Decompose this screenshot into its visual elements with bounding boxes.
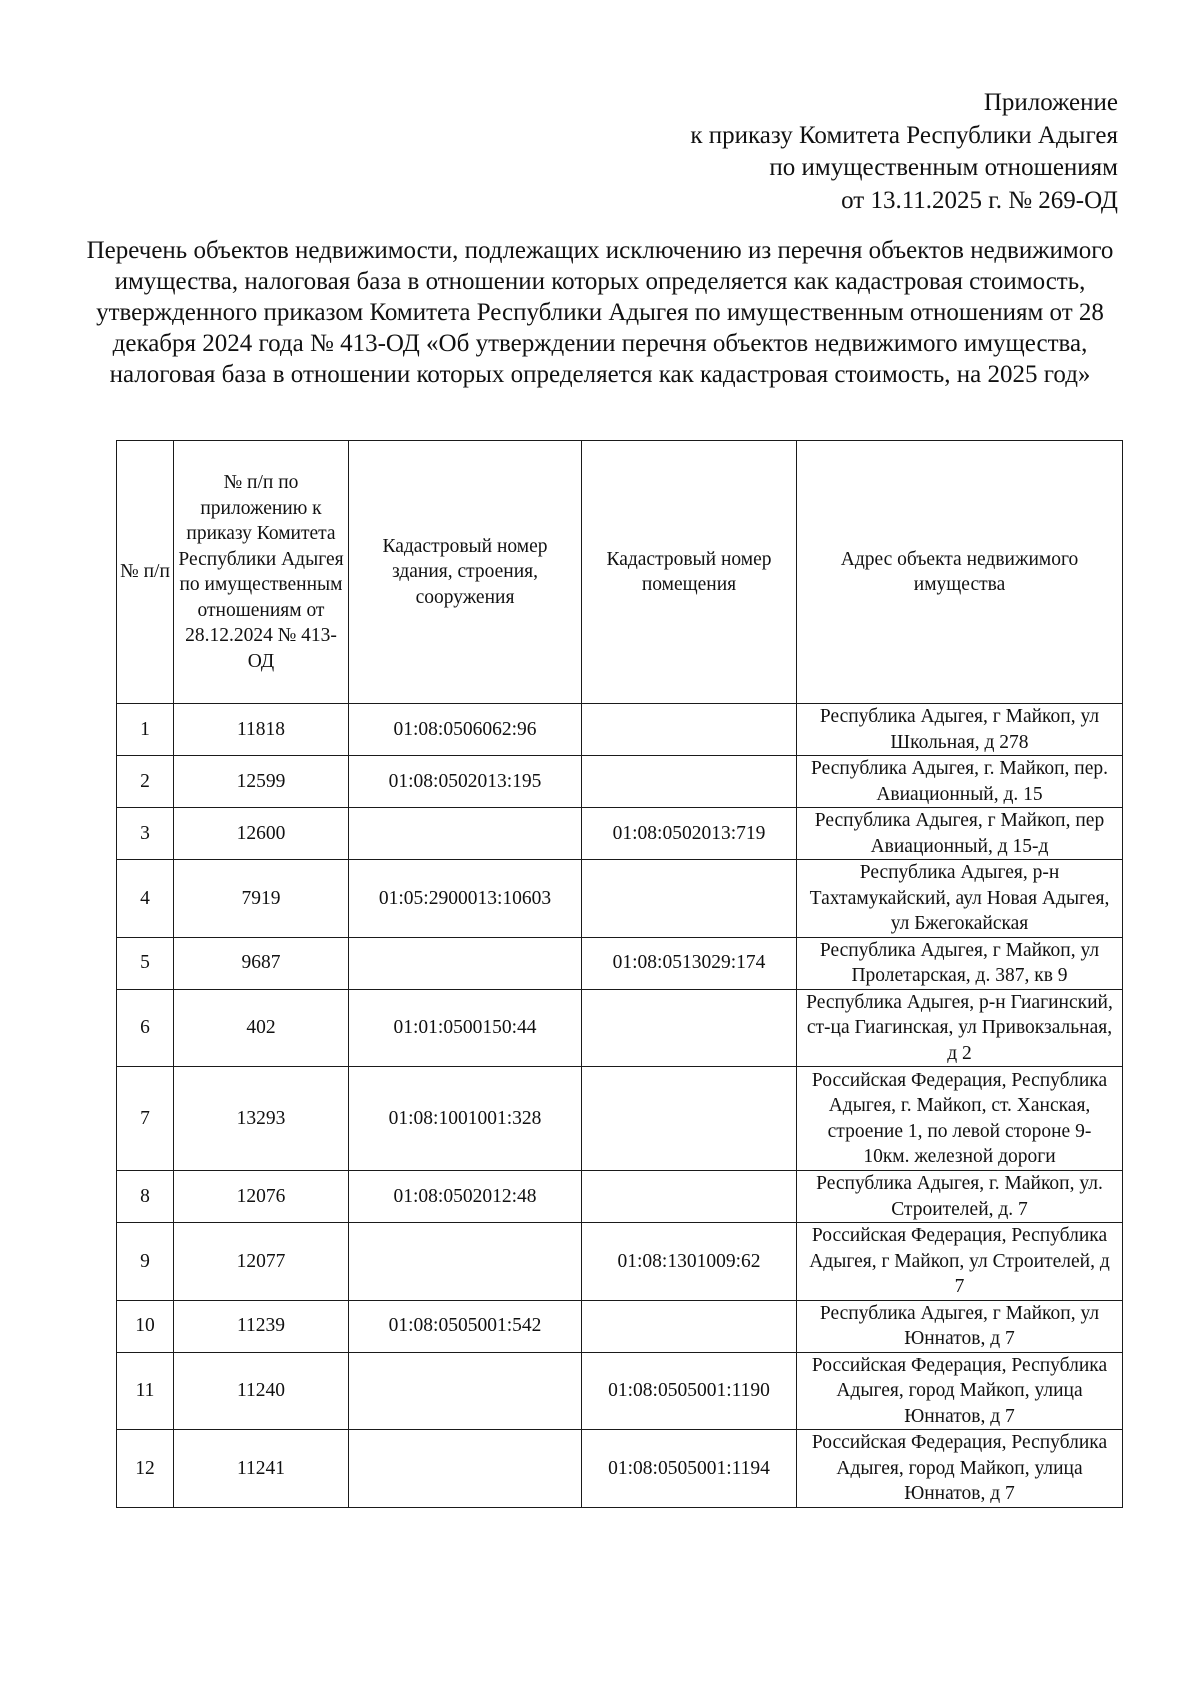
table-row xyxy=(117,989,1123,1067)
table-row xyxy=(117,704,1123,756)
cell-building: 01:01:0500150:44 xyxy=(349,989,582,1067)
cell-premises xyxy=(582,1171,797,1223)
cell-ref: 9687 xyxy=(174,937,349,989)
cell-building: 01:08:0502013:195 xyxy=(349,756,582,808)
cell-premises: 01:08:0505001:1190 xyxy=(582,1352,797,1430)
table-header-row xyxy=(117,441,1123,704)
cell-address: Российская Федерация, Республика Адыгея, город Майкоп, улица Юннатов, д 7 xyxy=(797,1430,1123,1508)
cell-num: 7 xyxy=(117,1067,174,1171)
appendix-order-date: от 13.11.2025 г. № 269-ОД xyxy=(841,186,1118,214)
cell-premises xyxy=(582,756,797,808)
cell-num: 10 xyxy=(117,1300,174,1352)
cell-address: Республика Адыгея, г Майкоп, ул Юннатов, д 7 xyxy=(797,1300,1123,1352)
cell-num: 1 xyxy=(117,704,174,756)
cell-ref: 7919 xyxy=(174,860,349,938)
cell-address: Российская Федерация, Республика Адыгея, г Майкоп, ул Строителей, д 7 xyxy=(797,1223,1123,1301)
cell-address: Республика Адыгея, р-н Гиагинский, ст-ца Гиагинская, ул Привокзальная, д 2 xyxy=(797,989,1123,1067)
header-ref: № п/п по приложению к приказу Комитета Республики Адыгея по имущественным отношениям от 28.12.2024 № 413-ОД xyxy=(174,441,349,704)
table-row xyxy=(117,1300,1123,1352)
cell-building xyxy=(349,1223,582,1301)
cell-num: 8 xyxy=(117,1171,174,1223)
cell-address: Российская Федерация, Республика Адыгея, город Майкоп, улица Юннатов, д 7 xyxy=(797,1352,1123,1430)
cell-building: 01:08:0505001:542 xyxy=(349,1300,582,1352)
table-row xyxy=(117,860,1123,938)
cell-address: Республика Адыгея, г Майкоп, пер Авиационный, д 15-д xyxy=(797,808,1123,860)
cell-premises xyxy=(582,704,797,756)
cell-address: Республика Адыгея, г Майкоп, ул Пролетарская, д. 387, кв 9 xyxy=(797,937,1123,989)
cell-premises: 01:08:0513029:174 xyxy=(582,937,797,989)
cell-ref: 13293 xyxy=(174,1067,349,1171)
cell-num: 6 xyxy=(117,989,174,1067)
cell-address: Российская Федерация, Республика Адыгея, г. Майкоп, ст. Ханская, строение 1, по левой стороне 9-10км. железной дороги xyxy=(797,1067,1123,1171)
cell-building xyxy=(349,808,582,860)
cell-premises xyxy=(582,860,797,938)
cell-ref: 12599 xyxy=(174,756,349,808)
header-num: № п/п xyxy=(117,441,174,704)
table-row xyxy=(117,1430,1123,1508)
cell-premises: 01:08:0502013:719 xyxy=(582,808,797,860)
cell-premises: 01:08:1301009:62 xyxy=(582,1223,797,1301)
cell-building xyxy=(349,937,582,989)
cell-address: Республика Адыгея, г. Майкоп, пер. Авиационный, д. 15 xyxy=(797,756,1123,808)
cell-ref: 11239 xyxy=(174,1300,349,1352)
cell-num: 5 xyxy=(117,937,174,989)
cell-ref: 402 xyxy=(174,989,349,1067)
cell-building xyxy=(349,1430,582,1508)
cell-premises xyxy=(582,1067,797,1171)
cell-building: 01:08:0502012:48 xyxy=(349,1171,582,1223)
cell-premises xyxy=(582,989,797,1067)
header-building-cadastral: Кадастровый номер здания, строения, сооружения xyxy=(349,441,582,704)
cell-address: Республика Адыгея, г. Майкоп, ул. Строителей, д. 7 xyxy=(797,1171,1123,1223)
cell-building: 01:05:2900013:10603 xyxy=(349,860,582,938)
appendix-header xyxy=(690,87,1118,217)
table-row xyxy=(117,756,1123,808)
cell-num: 3 xyxy=(117,808,174,860)
header-premises-cadastral: Кадастровый номер помещения xyxy=(582,441,797,704)
table-row xyxy=(117,937,1123,989)
table-row xyxy=(117,1171,1123,1223)
cell-num: 9 xyxy=(117,1223,174,1301)
cell-ref: 11241 xyxy=(174,1430,349,1508)
cell-premises xyxy=(582,1300,797,1352)
cell-num: 11 xyxy=(117,1352,174,1430)
table-row xyxy=(117,1067,1123,1171)
cell-building xyxy=(349,1352,582,1430)
table-row xyxy=(117,1223,1123,1301)
cell-num: 12 xyxy=(117,1430,174,1508)
cell-premises: 01:08:0505001:1194 xyxy=(582,1430,797,1508)
document-title: Перечень объектов недвижимости, подлежащих исключению из перечня объектов недвижимого имущества, налоговая база в отношении которых определяется как кадастровая стоимость, утвержденного приказом Комитета Республики Адыгея по имущественным отношениям от 28 декабря 2024 года № 413-ОД «Об утверждении перечня объектов недвижимого имущества, налоговая база в отношении которых определяется как кадастровая стоимость, на 2025 год» xyxy=(86,237,1114,388)
cell-building: 01:08:0506062:96 xyxy=(349,704,582,756)
cell-num: 2 xyxy=(117,756,174,808)
cell-ref: 12600 xyxy=(174,808,349,860)
appendix-title: Приложение xyxy=(983,89,1118,116)
cell-num: 4 xyxy=(117,860,174,938)
cell-ref: 12076 xyxy=(174,1171,349,1223)
header-address: Адрес объекта недвижимого имущества xyxy=(797,441,1123,704)
table-row xyxy=(117,808,1123,860)
cell-address: Республика Адыгея, р-н Тахтамукайский, аул Новая Адыгея, ул Бжегокайская xyxy=(797,860,1123,938)
cell-address: Республика Адыгея, г Майкоп, ул Школьная, д 278 xyxy=(797,704,1123,756)
appendix-order-ref: к приказу Комитета Республики Адыгея xyxy=(690,121,1118,149)
cell-ref: 11240 xyxy=(174,1352,349,1430)
cell-ref: 11818 xyxy=(174,704,349,756)
cell-building: 01:08:1001001:328 xyxy=(349,1067,582,1171)
cell-ref: 12077 xyxy=(174,1223,349,1301)
table-row xyxy=(117,1352,1123,1430)
appendix-committee: по имущественным отношениям xyxy=(769,154,1118,181)
property-table xyxy=(116,440,1123,1508)
